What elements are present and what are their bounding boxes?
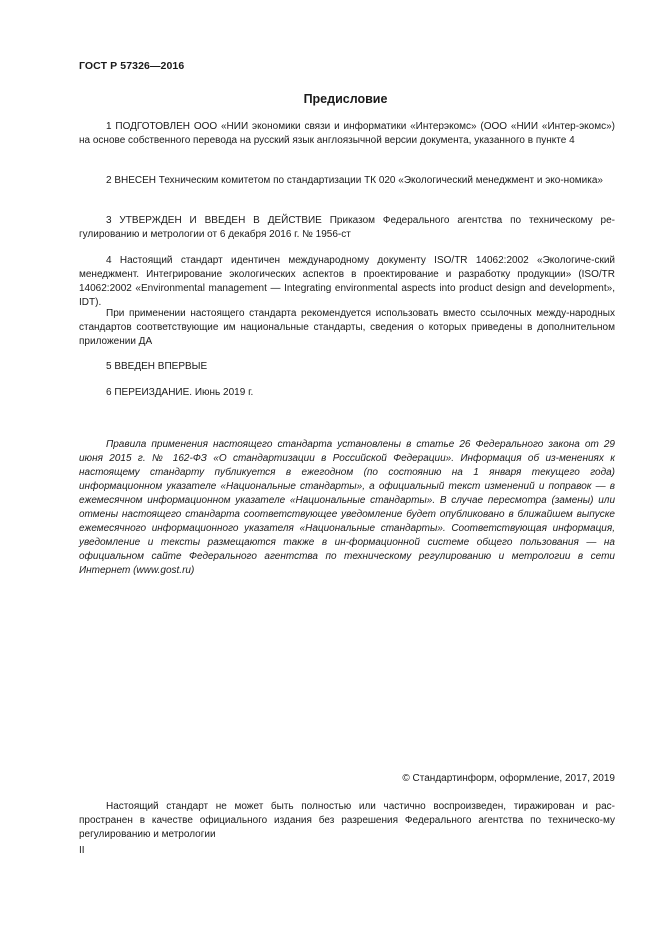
paragraph-application: При применении настоящего стандарта рекомендуется использовать вместо ссылочных между-народных стандартов соответствующие им национальные стандарты, сведения о которых приведены в дополнительном приложении ДА bbox=[79, 308, 615, 347]
rights-paragraph: Настоящий стандарт не может быть полностью или частично воспроизведен, тиражирован и рас-пространен в качестве официального издания без разрешения Федерального агентства по техническо-му регулированию и метрологии bbox=[79, 801, 615, 840]
page-title: Предисловие bbox=[303, 92, 388, 106]
paragraph-introduced: 2 ВНЕСЕН Техническим комитетом по стандартизации ТК 020 «Экологический менеджмент и эко-номика» bbox=[106, 175, 603, 186]
copyright-line: © Стандартинформ, оформление, 2017, 2019 bbox=[402, 773, 615, 784]
document-code: ГОСТ Р 57326—2016 bbox=[79, 60, 185, 72]
page-number: II bbox=[79, 845, 85, 856]
paragraph-approved: 3 УТВЕРЖДЕН И ВВЕДЕН В ДЕЙСТВИЕ Приказом Федерального агентства по техническому ре-гулированию и метрологии от 6 декабря 2016 г. № 1956-ст bbox=[79, 215, 615, 240]
paragraph-reissue: 6 ПЕРЕИЗДАНИЕ. Июнь 2019 г. bbox=[106, 387, 254, 398]
paragraph-prepared: 1 ПОДГОТОВЛЕН ООО «НИИ экономики связи и информатики «Интерэкомс» (ООО «НИИ «Интер-экомс») на основе собственного перевода на русский язык англоязычной версии документа, указанного в пункте 4 bbox=[79, 121, 615, 146]
paragraph-identical: 4 Настоящий стандарт идентичен международному документу ISO/TR 14062:2002 «Экологиче-ский менеджмент. Интегрирование экологических аспектов в проектирование и разработку продукции» (ISO/TR 14062:2002 «Environmental management — Integrating environmental aspects into product design and development», IDT). bbox=[79, 255, 615, 308]
notice-paragraph: Правила применения настоящего стандарта установлены в статье 26 Федерального закона от 29 июня 2015 г. № 162-ФЗ «О стандартизации в Российской Федерации». Информация об из-менениях к настоящему стандарту публикуется в ежегодном (по состоянию на 1 января текущего года) информационном указателе «Национальные стандарты», а официальный текст изменений и поправок — в ежемесячном информационном указателе «Национальные стандарты». В случае пересмотра (замены) или отмены настоящего стандарта соответствующее уведомление будет опубликовано в ближайшем выпуске ежемесячного информационного указателя «Национальные стандарты». Соответствующая информация, уведомление и тексты размещаются также в ин-формационной системе общего пользования — на официальном сайте Федерального агентства по техническому регулированию и метрологии в сети Интернет (www.gost.ru) bbox=[79, 439, 615, 576]
paragraph-first-introduced: 5 ВВЕДЕН ВПЕРВЫЕ bbox=[106, 361, 208, 372]
